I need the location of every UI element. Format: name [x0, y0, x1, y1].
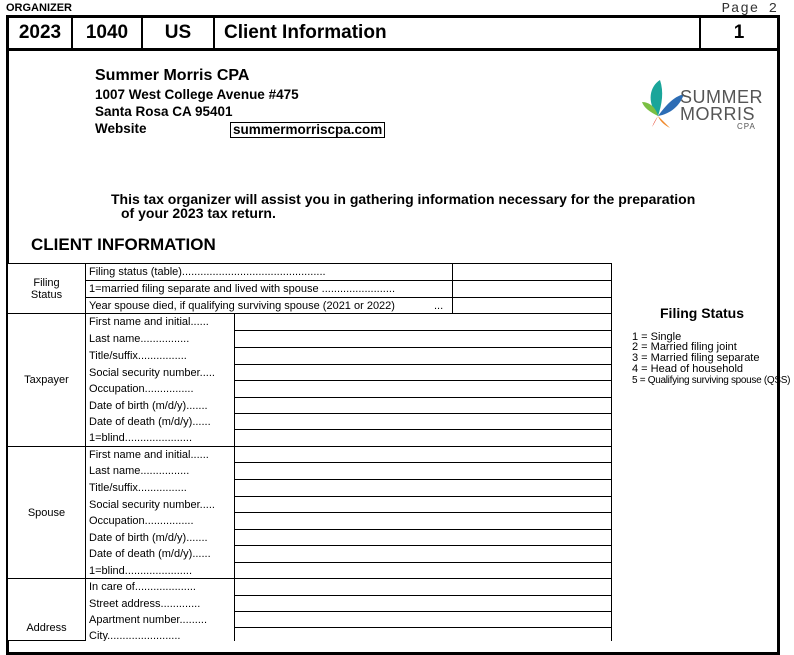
filing-status-group-label [7, 263, 86, 314]
firm-city: Santa Rosa CA 95401 [95, 104, 233, 119]
mfs-lived-with-spouse-label: 1=married filing separate and lived with spouse ........................ [89, 283, 396, 295]
header-country: US [143, 18, 215, 48]
firm-name: Summer Morris CPA [95, 67, 250, 84]
logo-line-1: SUMMER [680, 87, 763, 107]
logo-line-2: MORRIS [680, 104, 755, 124]
filing-status-table-label: Filing status (table)............................................... [89, 266, 326, 278]
taxpayer-blind-label: 1=blind...................... [89, 432, 193, 444]
address-group-label: Address [7, 578, 86, 641]
spouse-occupation-input[interactable] [234, 512, 612, 530]
filing-status-label-line-2: Status [30, 288, 63, 301]
taxpayer-blind-input[interactable] [234, 429, 612, 447]
taxpayer-first-name-input[interactable] [234, 313, 612, 331]
intro-line-2: of your 2023 tax return. [121, 205, 276, 221]
address-street-label: Street address............. [89, 598, 201, 610]
address-apartment-label: Apartment number......... [89, 614, 207, 626]
form-header [6, 15, 780, 51]
spouse-dod-label: Date of death (m/d/y)...... [89, 548, 211, 560]
taxpayer-title-suffix-input[interactable] [234, 347, 612, 365]
header-year: 2023 [9, 18, 73, 48]
address-city-input[interactable] [234, 627, 612, 641]
firm-website-link[interactable]: summermorriscpa.com [230, 122, 385, 138]
spouse-first-name-label: First name and initial...... [89, 449, 209, 461]
spouse-blind-label: 1=blind...................... [89, 565, 193, 577]
year-spouse-died-input[interactable] [452, 297, 612, 314]
taxpayer-last-name-input[interactable] [234, 330, 612, 348]
year-spouse-died-label: Year spouse died, if qualifying surviving spouse (2021 or 2022) [89, 300, 395, 312]
spouse-ssn-label: Social security number..... [89, 499, 215, 511]
taxpayer-first-name-label: First name and initial...... [89, 316, 209, 328]
address-care-of-label: In care of.................... [89, 581, 196, 593]
spouse-last-name-input[interactable] [234, 462, 612, 480]
legend-item-single: 1 = Single [632, 331, 682, 343]
spouse-title-suffix-label: Title/suffix................ [89, 482, 187, 494]
logo-cpa: CPA [737, 122, 756, 131]
filing-status-legend-title: Filing Status [660, 305, 744, 321]
legend-item-qss: 5 = Qualifying surviving spouse (QSS) [632, 375, 791, 386]
taxpayer-title-suffix-label: Title/suffix................ [89, 350, 187, 362]
intro-line-1: This tax organizer will assist you in gathering information necessary for the preparation [111, 191, 696, 207]
firm-address: 1007 West College Avenue #475 [95, 87, 299, 102]
taxpayer-dob-label: Date of birth (m/d/y)....... [89, 400, 208, 412]
spouse-group-label: Spouse [7, 446, 86, 579]
header-sheet-number: 1 [733, 22, 745, 43]
spouse-dod-input[interactable] [234, 545, 612, 563]
address-city-label: City........................ [89, 630, 181, 641]
taxpayer-occupation-input[interactable] [234, 380, 612, 398]
legend-item-hoh: 4 = Head of household [632, 363, 744, 375]
taxpayer-dod-label: Date of death (m/d/y)...... [89, 416, 211, 428]
firm-website-label: Website [95, 121, 147, 136]
logo-text [680, 89, 763, 123]
header-title: Client Information [215, 18, 701, 48]
organizer-label: ORGANIZER [6, 2, 72, 14]
taxpayer-last-name-label: Last name................ [89, 333, 190, 345]
spouse-dob-label: Date of birth (m/d/y)....... [89, 532, 208, 544]
year-spouse-died-dots: ... [434, 300, 444, 312]
filing-status-label-line-1: Filing [33, 276, 60, 289]
taxpayer-ssn-label: Social security number..... [89, 367, 215, 379]
spouse-occupation-label: Occupation................ [89, 515, 194, 527]
filing-status-input[interactable] [452, 263, 612, 281]
taxpayer-occupation-label: Occupation................ [89, 383, 194, 395]
section-title: CLIENT INFORMATION [31, 235, 216, 254]
spouse-title-suffix-input[interactable] [234, 479, 612, 497]
taxpayer-group-label: Taxpayer [7, 313, 86, 447]
address-care-of-input[interactable] [234, 578, 612, 596]
spouse-last-name-label: Last name................ [89, 465, 190, 477]
header-form: 1040 [73, 18, 143, 48]
legend-item-mfs: 3 = Married filing separate [632, 352, 760, 364]
legend-item-mfj: 2 = Married filing joint [632, 341, 737, 353]
mfs-lived-with-spouse-input[interactable] [452, 280, 612, 298]
page-number: Page 2 [721, 1, 778, 17]
